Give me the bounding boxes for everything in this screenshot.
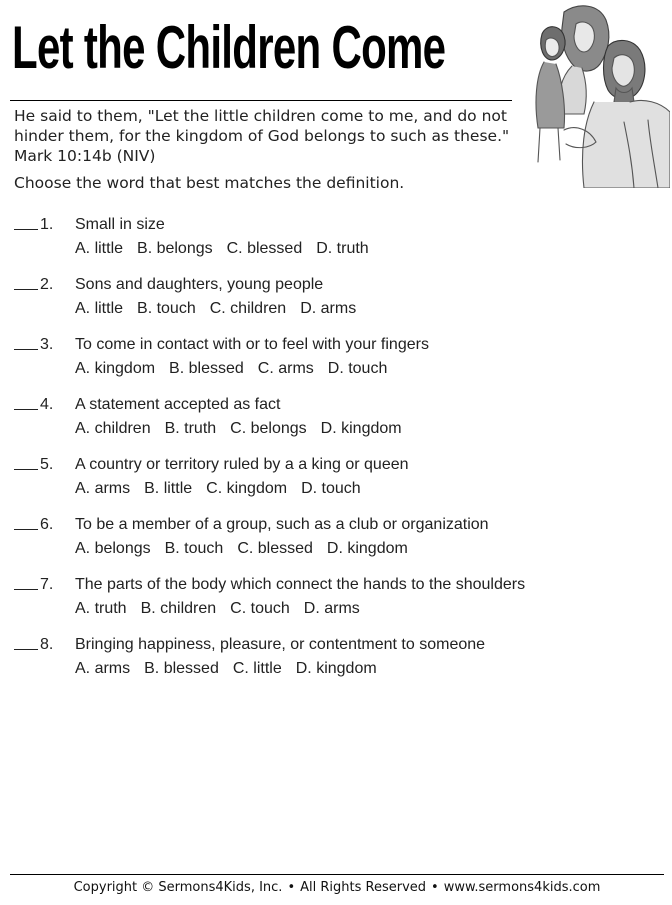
question-item — [0, 275, 672, 325]
answer-blank[interactable] — [14, 229, 38, 230]
question-item — [0, 635, 672, 685]
answer-option[interactable]: C. blessed — [237, 540, 313, 557]
question-item — [0, 515, 672, 565]
footer — [10, 879, 664, 897]
question-definition: Bringing happiness, pleasure, or contentment to someone — [75, 636, 486, 653]
answer-option[interactable]: B. belongs — [137, 240, 213, 257]
answer-option[interactable]: B. blessed — [144, 660, 219, 677]
answer-options — [75, 299, 370, 319]
answer-option[interactable]: C. arms — [257, 360, 314, 377]
answer-option[interactable]: B. little — [144, 480, 193, 497]
answer-option[interactable]: D. kingdom — [320, 420, 402, 437]
question-number: 4. — [40, 396, 54, 413]
answer-option[interactable]: A. little — [75, 300, 124, 317]
question-definition: Small in size — [75, 216, 165, 233]
answer-options — [75, 359, 401, 379]
answer-blank[interactable] — [14, 349, 38, 350]
question-number: 1. — [40, 216, 54, 233]
question-item — [0, 395, 672, 445]
question-number: 7. — [40, 576, 54, 593]
question-definition: A country or territory ruled by a a king or queen — [75, 456, 409, 473]
copyright-text: Copyright © Sermons4Kids, Inc. — [73, 880, 283, 895]
question-item — [0, 575, 672, 625]
answer-option[interactable]: D. arms — [300, 300, 357, 317]
answer-option[interactable]: D. touch — [327, 360, 388, 377]
answer-blank[interactable] — [14, 649, 38, 650]
title-divider — [10, 100, 512, 101]
question-definition: The parts of the body which connect the hands to the shoulders — [75, 576, 526, 593]
answer-blank[interactable] — [14, 529, 38, 530]
question-definition: Sons and daughters, young people — [75, 276, 324, 293]
page-title: Let the Children Come — [12, 14, 446, 81]
answer-option[interactable]: A. belongs — [75, 540, 151, 557]
answer-option[interactable]: D. kingdom — [295, 660, 377, 677]
question-item — [0, 335, 672, 385]
footer-separator: • — [431, 880, 439, 895]
answer-options — [75, 419, 416, 439]
answer-option[interactable]: C. blessed — [226, 240, 303, 257]
question-item — [0, 215, 672, 265]
instructions: Choose the word that best matches the definition. — [14, 174, 405, 192]
answer-options — [75, 599, 374, 619]
answer-option[interactable]: B. touch — [164, 540, 224, 557]
answer-option[interactable]: B. blessed — [169, 360, 244, 377]
website-link[interactable]: www.sermons4kids.com — [443, 880, 601, 895]
answer-blank[interactable] — [14, 409, 38, 410]
answer-option[interactable]: A. little — [75, 240, 124, 257]
question-number: 2. — [40, 276, 54, 293]
question-item — [0, 455, 672, 505]
answer-option[interactable]: C. belongs — [230, 420, 307, 437]
answer-options — [75, 239, 383, 259]
question-number: 3. — [40, 336, 54, 353]
question-number: 5. — [40, 456, 54, 473]
rights-text: All Rights Reserved — [300, 880, 427, 895]
answer-options — [75, 479, 375, 499]
answer-options — [75, 659, 391, 679]
answer-option[interactable]: B. children — [140, 600, 217, 617]
question-number: 8. — [40, 636, 54, 653]
answer-option[interactable]: D. touch — [301, 480, 361, 497]
answer-options — [75, 539, 422, 559]
answer-option[interactable]: C. touch — [230, 600, 290, 617]
bible-verse: He said to them, "Let the little children come to me, and do not hinder them, for the kingdom of God belongs to such as these." Mark 10:14b (NIV) — [14, 107, 510, 165]
answer-option[interactable]: D. kingdom — [326, 540, 408, 557]
answer-blank[interactable] — [14, 469, 38, 470]
answer-option[interactable]: B. truth — [164, 420, 217, 437]
answer-blank[interactable] — [14, 289, 38, 290]
footer-divider — [10, 874, 664, 875]
answer-option[interactable]: A. arms — [75, 660, 131, 677]
answer-option[interactable]: A. kingdom — [75, 360, 156, 377]
answer-option[interactable]: B. touch — [137, 300, 196, 317]
answer-blank[interactable] — [14, 589, 38, 590]
question-number: 6. — [40, 516, 54, 533]
footer-separator: • — [287, 880, 296, 895]
answer-option[interactable]: A. arms — [75, 480, 131, 497]
answer-option[interactable]: D. truth — [316, 240, 369, 257]
question-definition: A statement accepted as fact — [75, 396, 281, 413]
answer-option[interactable]: C. little — [232, 660, 282, 677]
answer-option[interactable]: D. arms — [303, 600, 360, 617]
answer-option[interactable]: C. kingdom — [206, 480, 288, 497]
answer-option[interactable]: A. children — [75, 420, 151, 437]
question-definition: To come in contact with or to feel with your fingers — [75, 336, 429, 353]
answer-option[interactable]: A. truth — [75, 600, 127, 617]
answer-option[interactable]: C. children — [209, 300, 287, 317]
question-definition: To be a member of a group, such as a club or organization — [75, 516, 489, 533]
jesus-with-children-illustration — [524, 2, 670, 188]
